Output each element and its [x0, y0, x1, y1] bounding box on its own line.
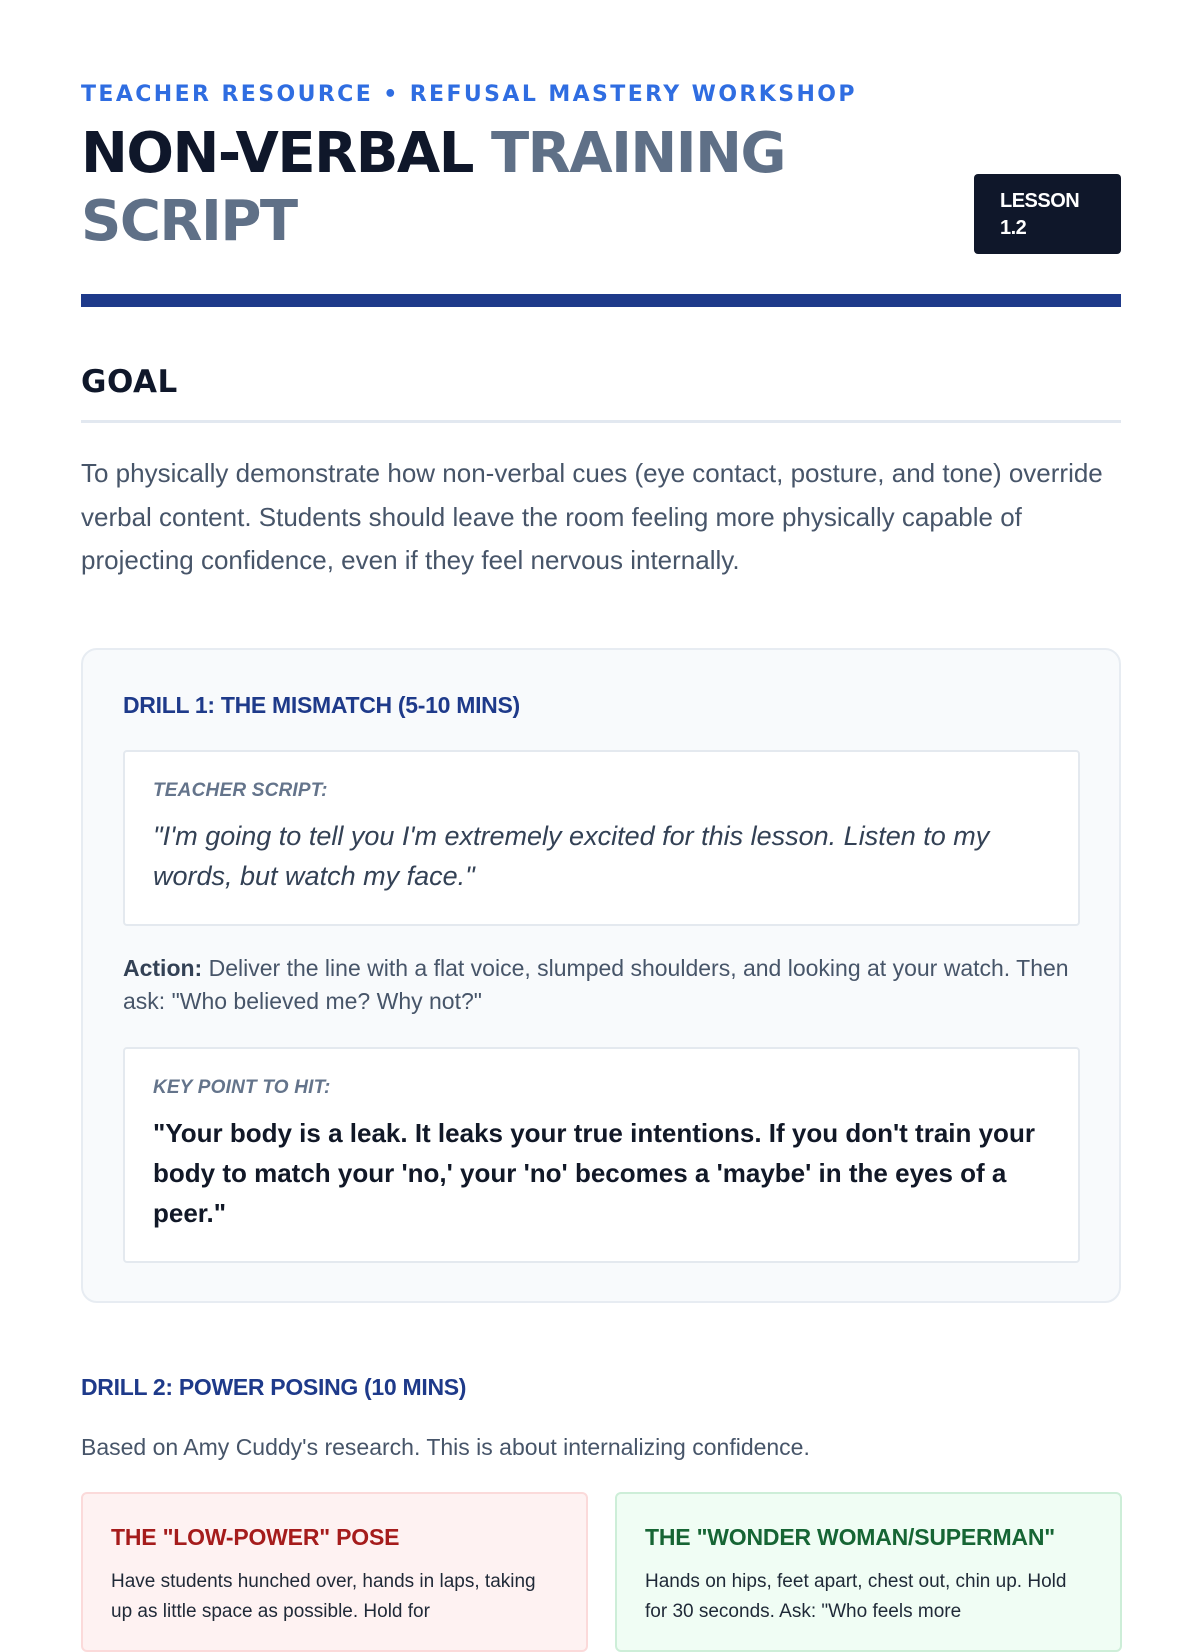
teacher-script-quote: "I'm going to tell you I'm extremely excited for this lesson. Listen to my words, but watch my face." — [153, 821, 990, 891]
key-point-quote: "Your body is a leak. It leaks your true intentions. If you don't train your body to match your 'no,' your 'no' becomes a 'maybe' in the eyes of a peer." — [153, 1118, 1035, 1228]
title-main: NON-VERBAL — [81, 121, 473, 186]
goal-heading: GOAL — [81, 364, 178, 400]
drill-1-card — [81, 648, 1121, 1303]
low-power-pose-card — [81, 1492, 588, 1652]
lesson-badge: LESSON 1.2 — [974, 174, 1121, 254]
drill-1-heading: DRILL 1: THE MISMATCH (5-10 MINS) — [123, 692, 520, 718]
page-title — [81, 120, 861, 256]
high-power-pose-title: THE "WONDER WOMAN/SUPERMAN" — [645, 1524, 1055, 1550]
eyebrow-label: TEACHER RESOURCE • REFUSAL MASTERY WORKSHOP — [81, 82, 857, 107]
teacher-script-box — [123, 750, 1080, 926]
action-label: Action: — [123, 955, 203, 981]
goal-text: To physically demonstrate how non-verbal cues (eye contact, posture, and tone) override verbal content. Students should leave the room feeling more physically capable of projecting confidence, even if they feel nervous internally. — [81, 458, 1103, 575]
action-text: Deliver the line with a flat voice, slumped shoulders, and looking at your watch. Then ask: "Who believed me? Why not?" — [123, 955, 1069, 1014]
low-power-pose-title: THE "LOW-POWER" POSE — [111, 1524, 400, 1550]
action-instruction — [123, 952, 1080, 1018]
key-point-box — [123, 1047, 1080, 1263]
goal-divider — [81, 420, 1121, 423]
title-accent: TRAINING SCRIPT — [81, 121, 785, 254]
title-divider — [81, 294, 1121, 307]
drill-2-intro: Based on Amy Cuddy's research. This is about internalizing confidence. — [81, 1434, 810, 1460]
high-power-pose-card — [615, 1492, 1122, 1652]
low-power-pose-text: Have students hunched over, hands in laps, taking up as little space as possible. Hold for — [111, 1571, 536, 1622]
teacher-script-label: TEACHER SCRIPT: — [153, 780, 328, 801]
high-power-pose-text: Hands on hips, feet apart, chest out, chin up. Hold for 30 seconds. Ask: "Who feels more — [645, 1571, 1067, 1622]
key-point-label: KEY POINT TO HIT: — [153, 1077, 331, 1098]
drill-2-heading: DRILL 2: POWER POSING (10 MINS) — [81, 1374, 467, 1400]
